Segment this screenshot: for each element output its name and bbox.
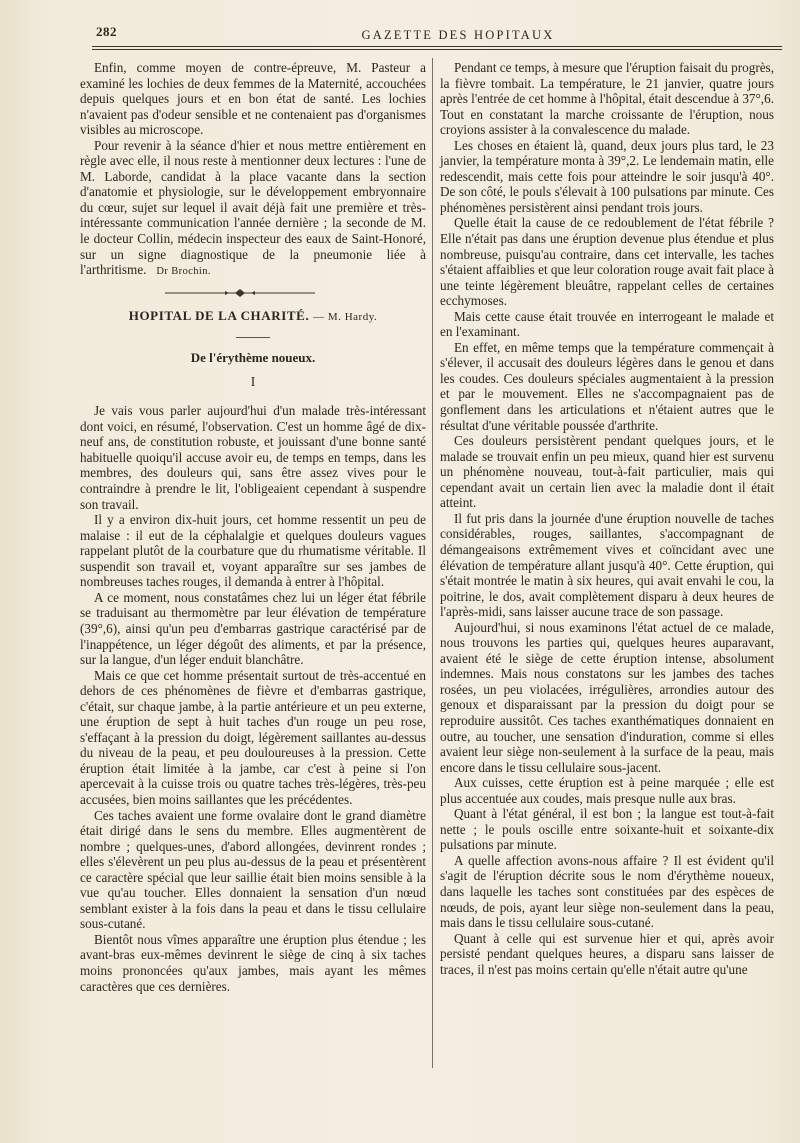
journal-title: GAZETTE DES HOPITAUX — [361, 28, 555, 42]
paragraph: Pendant ce temps, à mesure que l'éruption faisait du progrès, la fièvre tombait. La température, le 21 janvier, quatre jours après l'entrée de cet homme à l'hôpital, était descendue à 37°,6. Tout en constatant la marche croissante de l'éruption, nous croyions assister à la convalescence du malade. — [440, 60, 774, 138]
paragraph: Mais cette cause était trouvée en interrogeant le malade et en l'examinant. — [440, 308, 774, 340]
paragraph: A quelle affection avons-nous affaire ? Il est évident qu'il s'agit de l'éruption décrite sous le nom d'érythème noueux, dans laquelle les taches sont constituées par des espèces de nœuds, de pois, ayant leur siège non-seulement dans la peau, mais dans le tissu cellulaire sous-cutané. — [440, 852, 774, 931]
article-subtitle: De l'érythème noueux. — [190, 350, 316, 366]
hospital-name: HOPITAL DE LA CHARITÉ. — [128, 307, 310, 323]
paragraph: Enfin, comme moyen de contre-épreuve, M. Pasteur a examiné les lochies de deux femmes de la Maternité, accouchées depuis quelques jours et en bon état de santé. Les lochies n'avaient pas d'odeur sensible et ne contenaient pas d'organismes visibles au microscope. — [80, 60, 426, 138]
paragraph-text: Pour revenir à la séance d'hier et nous mettre entièrement en règle avec elle, il nous reste à mentionner deux lectures : l'une de M. Laborde, candidat à la place vacante dans la section d'anatomie et physiologie, sur le développement embryonnaire du cœur, sujet sur lequel il avait déjà fait une première et très-intéressante communication l'année dernière ; la seconde de M. le docteur Collin, médecin inspecteur des eaux de Saint-Honoré, sur un signe diagnostique de la pneumonie liée à l'arthritisme. — [80, 137, 426, 278]
paragraph: Il y a environ dix-huit jours, cet homme ressentit un peu de malaise : il eut de la céphalalgie et quelques douleurs vagues rappelant plutôt de la courbature que du rhumatisme véritable. Il suspendit son travail et, voyant apparaître sur ses jambes de nombreuses taches rouges, il demanda à entrer à l'hôpital. — [80, 512, 426, 590]
page-header — [88, 22, 788, 44]
section-author: — M. Hardy. — [313, 310, 378, 323]
paragraph: Bientôt nous vîmes apparaître une éruption plus étendue ; les avant-bras eux-mêmes devinrent le siège de cinq à six taches moins prononcées qu'aux jambes, mais ayant les mêmes caractères que ces dernières. — [80, 931, 426, 994]
paragraph: Aux cuisses, cette éruption est à peine marquée ; elle est plus accentuée aux coudes, mais presque nulle aux bras. — [440, 775, 774, 806]
paragraph: Ces taches avaient une forme ovalaire dont le grand diamètre était dirigé dans le sens du membre. Elles augmentèrent de nombre ; quelques-unes, d'abord allongées, devinrent rondes ; elles s'élevèrent un peu plus au-dessus de la peau et présentèrent ce caractère spécial que leur saillie était bien moins sensible à la vue qu'au toucher. Elles donnaient la sensation d'un nœud semblant exister à la fois dans la peau et dans le tissu cellulaire sous-cutané. — [80, 807, 426, 932]
paragraph: Mais ce que cet homme présentait surtout de très-accentué en dehors de ces phénomènes de fièvre et d'embarras gastrique, c'était, sur chaque jambe, à la partie antérieure et un peu externe, une éruption de sept à huit taches d'un rouge un peu rose, s'effaçant à la pression du doigt, légèrement saillantes au-dessus du niveau de la peau, et peu douloureuses à la pression. Cette éruption était limitée à la jambe, car c'est à peine si l'on apercevait à la cuisse trois ou quatre taches très-légères, très-peu accusées, bien moins saillantes que les précédentes. — [80, 667, 426, 807]
paragraph: Quelle était la cause de ce redoublement de l'état fébrile ? Elle n'était pas dans une éruption devenue plus étendue et plus nombreuse, puisqu'au contraire, dans cet intervalle, les taches s'étaient affaiblies et que leur coloration rouge avait fait place à une teinte légèrement bleuâtre, rappelant celles de certaines ecchymoses. — [440, 215, 774, 309]
section-separator — [80, 284, 426, 304]
right-column — [440, 60, 774, 977]
page-number: 282 — [96, 24, 117, 39]
paragraph: Aujourd'hui, si nous examinons l'état actuel de ce malade, nous trouvons les parties qui, quelques heures auparavant, avaient été le siège de cette éruption intense, absolument indemnes. Mais nous constatons sur les jambes des taches rosées, un peu violacées, irrégulières, arrondies autour des genoux et disparaissant par la pression du doigt pour se reproduire aussitôt. Ces taches exanthématiques donnaient en outre, au toucher, une sensation d'induration, comme si elles avaient leur siège non-seulement à la surface de la peau, mais encore dans le tissu cellulaire sous-jacent. — [440, 619, 774, 775]
paragraph: A ce moment, nous constatâmes chez lui un léger état fébrile se traduisant au thermomètre par leur élévation de température (39°,6), ainsi qu'un peu d'embarras gastrique caractérisé par de l'inappétence, un léger dégoût des aliments, et par la présence, sur la langue, d'un léger enduit blanchâtre. — [80, 589, 426, 668]
flourish-ornament — [165, 288, 315, 298]
paragraph: Je vais vous parler aujourd'hui d'un malade très-intéressant dont voici, en résumé, l'observation. C'est un homme âgé de dix-neuf ans, de constitution robuste, et jouissant d'une bonne santé habituelle quoiqu'il accuse avoir eu, de temps en temps, dans les membres, des douleurs qui, sans être assez vives pour le contraindre à prendre le lit, l'obligeaient cependant à suspendre son travail. — [80, 403, 426, 512]
paragraph — [80, 138, 426, 280]
paragraph: Quant à l'état général, il est bon ; la langue est tout-à-fait nette ; le pouls oscille entre soixante-huit et soixante-dix pulsations par minute. — [440, 806, 774, 853]
paragraph: Les choses en étaient là, quand, deux jours plus tard, le 23 janvier, la température monta à 39°,2. Le lendemain matin, elle redescendit, mais cette fois pour atteindre le soir jusqu'à 40°. De son côté, le pouls s'élevait à 100 pulsations par minute. Ces phénomènes persistèrent ainsi pendant trois jours. — [440, 137, 774, 215]
chapter-numeral: I — [250, 373, 256, 389]
paragraph: Il fut pris dans la journée d'une éruption nouvelle de taches considérables, rouges, saillantes, s'accompagnant de démangeaisons extrêmement vives et coïncidant avec une élévation de température allant jusqu'à 40°. Cette éruption, qui s'était montrée le matin à six heures, qui avait envahi le cou, la poitrine, le dos, avait complètement disparu à deux heures de l'après-midi, sans laisser aucune trace de son passage. — [440, 510, 774, 620]
paragraph: Ces douleurs persistèrent pendant quelques jours, et le malade se trouvait enfin un peu mieux, quand hier est survenu un phénomène nouveau, tout-à-fait particulier, mais qui cependant avait un certain lien avec la maladie dont il était atteint. — [440, 433, 774, 511]
header-rule — [92, 46, 782, 50]
author-signature: Dr Brochin. — [156, 266, 211, 278]
short-rule — [236, 337, 270, 338]
section-heading — [80, 308, 426, 326]
left-column — [80, 60, 426, 994]
paragraph: En effet, en même temps que la température commençait à s'élever, il accusait des douleurs légères dans le genou et dans les coudes. Ces douleurs spéciales augmentaient à la pression et par le mouvement. Elles ne s'accompagnaient pas de gonflement dans les articulations et n'étaient autres que le résultat d'une véritable poussée d'arthrite. — [440, 339, 774, 433]
column-divider — [432, 58, 433, 1068]
paragraph: Quant à celle qui est survenue hier et qui, après avoir persisté pendant quelques heures, a disparu sans laisser de traces, il n'est pas moins certain qu'elle n'était autre qu'une — [440, 930, 774, 977]
